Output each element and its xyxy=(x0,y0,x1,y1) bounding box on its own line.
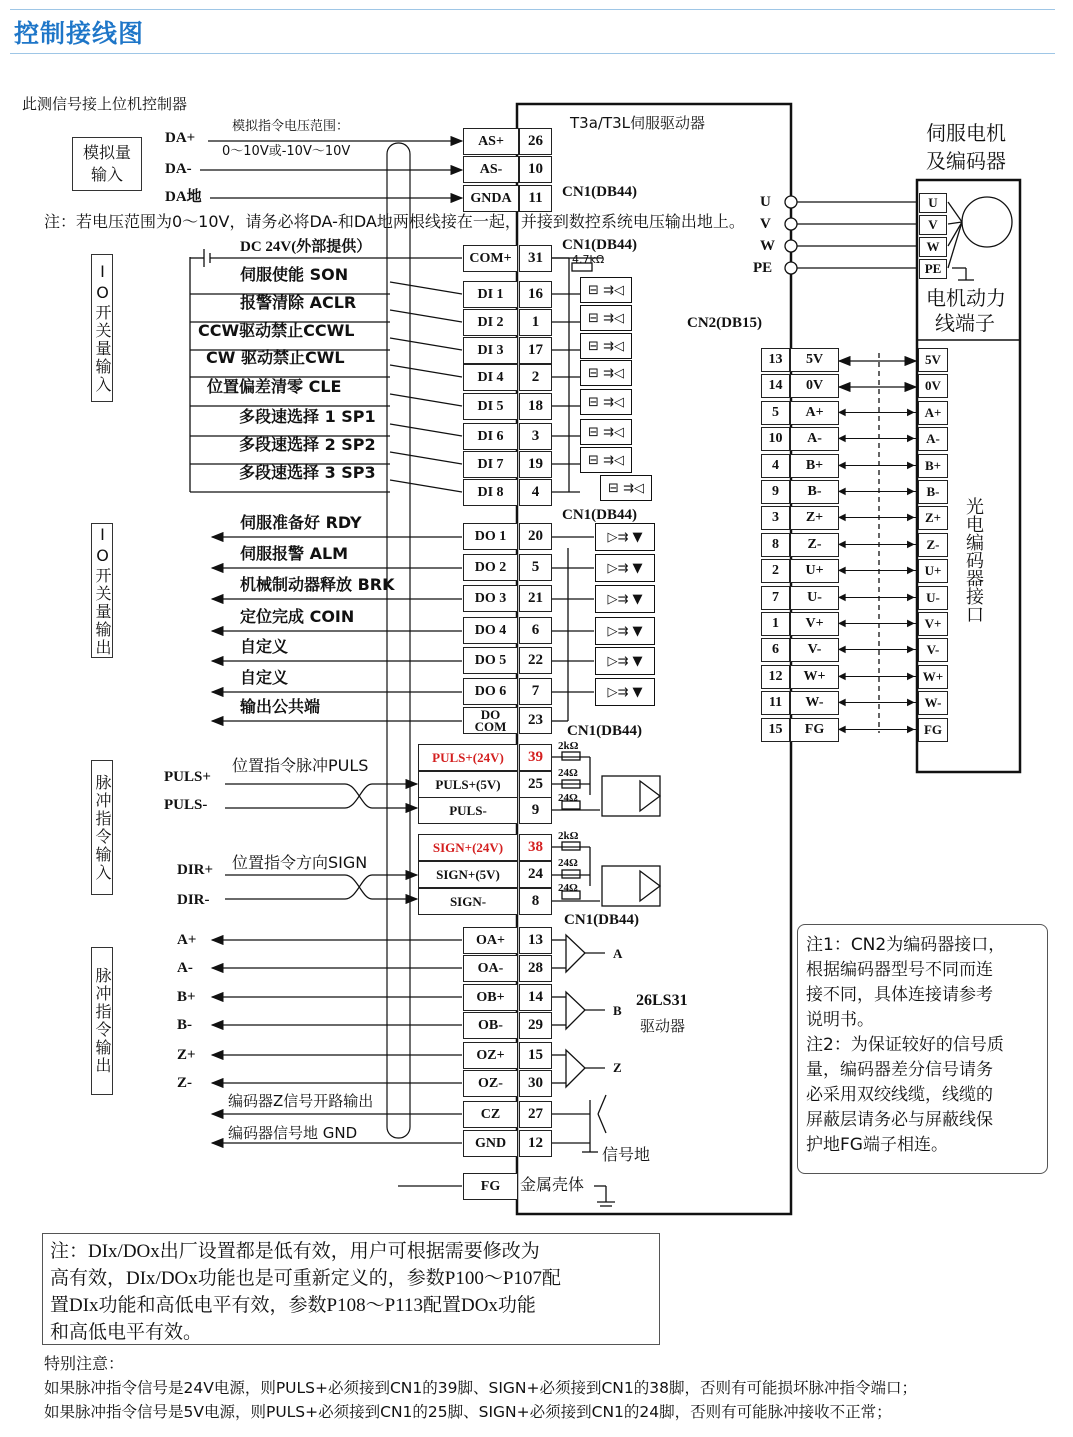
cn2-num-12: 12 xyxy=(761,665,790,689)
main-note-box xyxy=(42,1233,660,1345)
chip-name: 26LS31 xyxy=(636,992,688,1009)
do-pin-7: DO COM xyxy=(463,707,518,734)
di-label-8: 多段速选择 3 SP3 xyxy=(239,463,376,482)
do-num-3: 21 xyxy=(519,585,552,612)
cn2-wire-5 xyxy=(840,491,916,492)
cn2-num-5: 9 xyxy=(761,480,790,504)
cn2-arrow-l-6: ◀ xyxy=(838,512,846,523)
puls-desc: 位置指令脉冲PULS xyxy=(232,756,369,775)
sign-num-2: 8 xyxy=(519,888,552,915)
di-num-1: 16 xyxy=(519,281,552,308)
cn2-num-9: 7 xyxy=(761,586,790,610)
do-pin-2: DO 2 xyxy=(463,554,518,581)
sign-pin-1: SIGN+(5V) xyxy=(418,861,518,888)
cn2-num-2: 5 xyxy=(761,401,790,425)
di-num-2: 1 xyxy=(519,309,552,336)
io-out-connector: CN1(DB44) xyxy=(562,507,637,523)
pulse-out-signal-4: Z+ xyxy=(177,1047,196,1063)
pulse-in-group-label: 脉冲指令输入 xyxy=(91,760,113,895)
cn2-wire-13 xyxy=(840,702,916,703)
cn2-arrow-l-9: ◀ xyxy=(838,592,846,603)
special-title: 特别注意： xyxy=(44,1354,125,1373)
side-note-line-6: 必采用双绞线缆，线缆的 xyxy=(806,1085,993,1105)
cn2-num-0: 13 xyxy=(761,348,790,372)
drive-power-pin-w: W xyxy=(760,238,775,254)
cn2-wire-12 xyxy=(840,676,916,677)
analog-pin-num-0: 26 xyxy=(519,128,552,155)
drive-title: T3a/T3L伺服驱动器 xyxy=(570,114,706,132)
cn2-arrow-r-13: ▶ xyxy=(907,697,915,708)
do-pin-6: DO 6 xyxy=(463,678,518,705)
com-plus-num: 31 xyxy=(519,245,552,272)
pulse-out-pin-6: CZ xyxy=(463,1101,518,1128)
analog-da-plus: DA+ xyxy=(165,130,196,146)
cn2-wire-9 xyxy=(840,597,916,598)
main-note-line-0: 注：DIx/DOx出厂设置都是低有效，用户可根据需要修改为 xyxy=(50,1241,540,1262)
do-num-1: 20 xyxy=(519,523,552,550)
cn2-num-3: 10 xyxy=(761,427,790,451)
cn2-num-6: 3 xyxy=(761,506,790,530)
cn2-arrow-l-2: ◀ xyxy=(838,407,846,418)
cn2-connector: CN2(DB15) xyxy=(687,315,762,331)
di-num-3: 17 xyxy=(519,337,552,364)
cn2-arrow-r-5: ▶ xyxy=(907,486,915,497)
pulse-out-signal-3: B- xyxy=(177,1017,192,1033)
sign-num-0: 38 xyxy=(519,834,552,861)
cn2-arrow-l-7: ◀ xyxy=(838,539,846,550)
di-num-7: 19 xyxy=(519,451,552,478)
do-num-4: 6 xyxy=(519,617,552,644)
main-note-line-3: 和高低电平有效。 xyxy=(50,1322,203,1343)
cn2-arrow-l-3: ◀ xyxy=(838,433,846,444)
pulse-out-group-label: 脉冲指令输出 xyxy=(91,947,113,1095)
cn2-arrow-l-14: ◀ xyxy=(838,724,846,735)
cn2-arrow-r-7: ▶ xyxy=(907,539,915,550)
analog-da-gnd: DA地 xyxy=(165,189,202,205)
sign-desc: 位置指令方向SIGN xyxy=(232,853,368,872)
side-note-line-1: 根据编码器型号不同而连 xyxy=(806,960,993,980)
do-optocoupler-4: ▷⇉ ▼ xyxy=(595,617,655,645)
pulse-out-pin-4: OZ+ xyxy=(463,1042,518,1069)
pulse-out-num-7: 12 xyxy=(519,1130,552,1157)
encoder-pin-2: A+ xyxy=(918,401,948,425)
r24-puls-b: 24Ω xyxy=(558,792,578,804)
encoder-pin-14: FG xyxy=(918,718,948,742)
do-label-2: 伺服报警 ALM xyxy=(240,544,349,563)
motor-title-1: 伺服电机 xyxy=(926,121,1006,145)
pulse-out-pin-7: GND xyxy=(463,1130,518,1157)
cn2-wire-11 xyxy=(840,649,916,650)
di-num-4: 2 xyxy=(519,364,552,391)
pulse-out-num-5: 30 xyxy=(519,1070,552,1097)
analog-note: 注：若电压范围为0～10V，请务必将DA-和DA地两根线接在一起，并接到数控系统电压输出地上。 xyxy=(44,212,745,231)
io-in-resistor: 4.7kΩ xyxy=(572,253,605,266)
sign-pin-2: SIGN- xyxy=(418,888,518,915)
drive-power-pin-u: U xyxy=(760,194,771,210)
cn2-arrow-r-10: ▶ xyxy=(907,618,915,629)
puls-num-1: 25 xyxy=(519,771,552,798)
pulse-in-connector: CN1(DB44) xyxy=(567,723,642,739)
cn2-name-2: A+ xyxy=(790,401,839,425)
cn2-name-0: 5V xyxy=(790,348,839,372)
analog-pin-2: GNDA xyxy=(463,185,519,212)
cn2-num-4: 4 xyxy=(761,454,790,478)
cn2-name-1: 0V xyxy=(790,374,839,398)
di-label-1: 伺服使能 SON xyxy=(240,265,349,284)
io-in-group-label: IO开关量输入 xyxy=(91,254,113,402)
com-plus-pin: COM+ xyxy=(463,245,518,272)
motor-pin-u: U xyxy=(919,193,947,213)
r24-puls-a: 24Ω xyxy=(558,767,578,779)
cn2-arrow-l-13: ◀ xyxy=(838,697,846,708)
cn2-num-10: 1 xyxy=(761,612,790,636)
di-pin-1: DI 1 xyxy=(463,281,518,308)
encoder-pin-6: Z+ xyxy=(918,506,948,530)
di-label-4: CW 驱动禁止CWL xyxy=(206,348,345,367)
di-pin-5: DI 5 xyxy=(463,393,518,420)
di-optocoupler-7: ⊟ ⇉◁ xyxy=(580,447,632,473)
do-num-2: 5 xyxy=(519,554,552,581)
pulse-out-num-1: 28 xyxy=(519,955,552,982)
pulse-out-pin-8: FG xyxy=(463,1173,518,1200)
motor-power-label-2: 线端子 xyxy=(935,311,995,335)
cn2-arrow-r-11: ▶ xyxy=(907,644,915,655)
r24-sign-a: 24Ω xyxy=(558,857,578,869)
motor-pin-pe: PE xyxy=(919,259,947,279)
channel-a-letter: A xyxy=(613,946,623,961)
analog-pin-1: AS- xyxy=(463,156,519,183)
io-out-group-label: IO开关量输出 xyxy=(93,524,112,657)
do-label-5: 自定义 xyxy=(240,637,289,656)
do-optocoupler-5: ▷⇉ ▼ xyxy=(595,647,655,675)
r24-sign-b: 24Ω xyxy=(558,882,578,894)
cn2-arrow-l-12: ◀ xyxy=(838,671,846,682)
drive-power-pin-v: V xyxy=(760,216,771,232)
do-num-5: 22 xyxy=(519,647,552,674)
encoder-pin-9: U- xyxy=(918,586,948,610)
di-pin-4: DI 4 xyxy=(463,364,518,391)
cn2-num-1: 14 xyxy=(761,374,790,398)
puls-num-2: 9 xyxy=(519,797,552,824)
analog-range-2: 0～10V或-10V～10V xyxy=(222,144,351,159)
cn2-arrow-l-8: ◀ xyxy=(838,565,846,576)
di-optocoupler-8: ⊟ ⇉◁ xyxy=(600,475,652,501)
di-pin-3: DI 3 xyxy=(463,337,518,364)
signal-ground-label: 信号地 xyxy=(602,1145,651,1164)
encoder-pin-5: B- xyxy=(918,480,948,504)
sign-num-1: 24 xyxy=(519,861,552,888)
cn2-arrow-r-2: ▶ xyxy=(907,407,915,418)
puls-pin-0: PULS+(24V) xyxy=(418,744,518,771)
encoder-port-label: 光电编码器接口 xyxy=(963,497,984,623)
do-pin-4: DO 4 xyxy=(463,617,518,644)
di-label-6: 多段速选择 1 SP1 xyxy=(239,407,376,426)
analog-da-minus: DA- xyxy=(165,161,192,177)
encoder-pin-4: B+ xyxy=(918,454,948,478)
motor-pin-v: V xyxy=(919,215,947,235)
page-title: 控制接线图 xyxy=(14,19,145,48)
di-num-6: 3 xyxy=(519,423,552,450)
side-note-line-8: 护地FG端子相连。 xyxy=(806,1135,948,1155)
cn2-wire-10 xyxy=(840,623,916,624)
do-label-4: 定位完成 COIN xyxy=(240,607,355,626)
cn2-name-9: U- xyxy=(790,586,839,610)
cn2-arrow-r-3: ▶ xyxy=(907,433,915,444)
special-line-2: 如果脉冲指令信号是5V电源，则PULS+必须接到CN1的25脚、SIGN+必须接到CN1的24脚，否则有可能脉冲接收不正常； xyxy=(44,1403,892,1421)
cn2-name-8: U+ xyxy=(790,559,839,583)
do-label-3: 机械制动器释放 BRK xyxy=(240,575,395,594)
pulse-out-num-2: 14 xyxy=(519,984,552,1011)
pulse-out-pin-5: OZ- xyxy=(463,1070,518,1097)
cn2-name-5: B- xyxy=(790,480,839,504)
cn2-arrow-r-8: ▶ xyxy=(907,565,915,576)
pulse-out-num-4: 15 xyxy=(519,1042,552,1069)
di-label-3: CCW驱动禁止CCWL xyxy=(198,321,355,340)
di-optocoupler-3: ⊟ ⇉◁ xyxy=(580,333,632,359)
do-label-1: 伺服准备好 RDY xyxy=(240,513,362,532)
di-optocoupler-5: ⊟ ⇉◁ xyxy=(580,389,632,415)
do-pin-5: DO 5 xyxy=(463,647,518,674)
encoder-pin-0: 5V xyxy=(918,348,948,372)
cn2-num-8: 2 xyxy=(761,559,790,583)
cn2-wire-4 xyxy=(840,465,916,466)
puls-plus-label: PULS+ xyxy=(164,769,211,785)
pulse-out-num-6: 27 xyxy=(519,1101,552,1128)
analog-pin-0: AS+ xyxy=(463,128,519,155)
encoder-pin-11: V- xyxy=(918,638,948,662)
cn2-arrow-l-11: ◀ xyxy=(838,644,846,655)
special-line-1: 如果脉冲指令信号是24V电源，则PULS+必须接到CN1的39脚、SIGN+必须接到CN1的38脚，否则有可能损坏脉冲指令端口； xyxy=(44,1379,917,1397)
do-optocoupler-3: ▷⇉ ▼ xyxy=(595,585,655,613)
cn2-wire-14 xyxy=(840,729,916,730)
cn2-name-7: Z- xyxy=(790,533,839,557)
sign-pin-0: SIGN+(24V) xyxy=(418,834,518,861)
encoder-pin-1: 0V xyxy=(918,374,948,398)
main-note-line-2: 置DIx功能和高低电平有效，参数P108～P113配置DOx功能 xyxy=(50,1295,536,1316)
cn2-wire-6 xyxy=(840,517,916,518)
encoder-pin-7: Z- xyxy=(918,533,948,557)
cn2-arrow-r-12: ▶ xyxy=(907,671,915,682)
analog-pin-num-2: 11 xyxy=(519,185,552,212)
cn2-arrow-l-4: ◀ xyxy=(838,460,846,471)
side-note-line-7: 屏蔽层请务必与屏蔽线保 xyxy=(806,1110,993,1130)
motor-pin-w: W xyxy=(919,237,947,257)
do-label-7: 输出公共端 xyxy=(240,697,321,716)
cn2-num-7: 8 xyxy=(761,533,790,557)
motor-power-label-1: 电机动力 xyxy=(926,286,1006,310)
do-pin-1: DO 1 xyxy=(463,523,518,550)
encoder-pin-3: A- xyxy=(918,427,948,451)
di-optocoupler-6: ⊟ ⇉◁ xyxy=(580,419,632,445)
cn2-num-13: 11 xyxy=(761,691,790,715)
cn2-name-14: FG xyxy=(790,718,839,742)
cn2-arrow-r-14: ▶ xyxy=(907,724,915,735)
channel-z-letter: Z xyxy=(613,1060,622,1075)
pulse-out-num-3: 29 xyxy=(519,1012,552,1039)
r2k-sign: 2kΩ xyxy=(558,830,579,842)
di-pin-2: DI 2 xyxy=(463,309,518,336)
cn2-arrow-r-4: ▶ xyxy=(907,460,915,471)
side-note-line-5: 量，编码器差分信号请务 xyxy=(806,1060,993,1080)
cn2-num-11: 6 xyxy=(761,638,790,662)
cn2-name-4: B+ xyxy=(790,454,839,478)
analog-group-label: 模拟量输入 xyxy=(72,137,142,191)
di-pin-6: DI 6 xyxy=(463,423,518,450)
pulse-out-pin-0: OA+ xyxy=(463,927,518,954)
side-note-line-3: 说明书。 xyxy=(806,1010,874,1030)
side-note-line-4: 注2：为保证较好的信号质 xyxy=(806,1035,1004,1055)
puls-pin-2: PULS- xyxy=(418,797,518,824)
dir-minus-label: DIR- xyxy=(177,892,210,908)
channel-b-letter: B xyxy=(613,1003,622,1018)
cn2-wire-8 xyxy=(840,570,916,571)
puls-num-0: 39 xyxy=(519,744,552,771)
do-optocoupler-2: ▷⇉ ▼ xyxy=(595,554,655,582)
pulse-out-pin-2: OB+ xyxy=(463,984,518,1011)
analog-connector: CN1(DB44) xyxy=(562,184,637,200)
pulse-out-signal-1: A- xyxy=(177,960,193,976)
pulse-out-signal-2: B+ xyxy=(177,989,196,1005)
monitor-text: 此测信号接上位机控制器 xyxy=(22,95,188,113)
cn2-arrow-r-9: ▶ xyxy=(907,592,915,603)
encoder-pin-12: W+ xyxy=(918,665,948,689)
side-note-line-0: 注1：CN2为编码器接口， xyxy=(806,935,1006,955)
di-optocoupler-4: ⊟ ⇉◁ xyxy=(580,360,632,386)
cn2-name-12: W+ xyxy=(790,665,839,689)
chip-sub: 驱动器 xyxy=(640,1017,686,1035)
side-note-box xyxy=(797,924,1048,1174)
do-optocoupler-6: ▷⇉ ▼ xyxy=(595,678,655,706)
cn2-wire-3 xyxy=(840,438,916,439)
di-num-8: 4 xyxy=(519,479,552,506)
di-optocoupler-2: ⊟ ⇉◁ xyxy=(580,305,632,331)
cn2-name-10: V+ xyxy=(790,612,839,636)
di-optocoupler-1: ⊟ ⇉◁ xyxy=(580,277,632,303)
pulse-out-signal-5: Z- xyxy=(177,1075,192,1091)
drive-power-pin-pe: PE xyxy=(753,260,773,276)
analog-range-1: 模拟指令电压范围： xyxy=(232,119,350,134)
side-note-line-2: 接不同，具体连接请参考 xyxy=(806,985,993,1005)
dc24v-label: DC 24V(外部提供） xyxy=(240,239,372,255)
pulse-out-num-0: 13 xyxy=(519,927,552,954)
cn2-arrow-l-5: ◀ xyxy=(838,486,846,497)
main-note-line-1: 高有效，DIx/DOx功能也是可重新定义的，参数P100～P107配 xyxy=(50,1268,561,1289)
r2k-puls: 2kΩ xyxy=(558,740,579,752)
cn2-name-13: W- xyxy=(790,691,839,715)
gnd-label: 编码器信号地 GND xyxy=(228,1124,358,1142)
cn2-wire-2 xyxy=(840,412,916,413)
di-label-5: 位置偏差清零 CLE xyxy=(207,377,342,396)
cn2-wire-7 xyxy=(840,544,916,545)
di-pin-8: DI 8 xyxy=(463,479,518,506)
puls-minus-label: PULS- xyxy=(164,797,208,813)
io-in-connector: CN1(DB44) xyxy=(562,237,637,253)
pulse-out-pin-1: OA- xyxy=(463,955,518,982)
do-num-7: 23 xyxy=(519,707,552,734)
cn2-name-11: V- xyxy=(790,638,839,662)
do-pin-3: DO 3 xyxy=(463,585,518,612)
pulse-out-pin-3: OB- xyxy=(463,1012,518,1039)
analog-pin-num-1: 10 xyxy=(519,156,552,183)
cn2-name-6: Z+ xyxy=(790,506,839,530)
di-num-5: 18 xyxy=(519,393,552,420)
dir-plus-label: DIR+ xyxy=(177,862,214,878)
cn2-arrow-l-10: ◀ xyxy=(838,618,846,629)
di-label-7: 多段速选择 2 SP2 xyxy=(239,435,376,454)
metal-shell-label: 金属壳体 xyxy=(520,1175,585,1194)
do-label-6: 自定义 xyxy=(240,668,289,687)
encoder-pin-8: U+ xyxy=(918,559,948,583)
z-open-label: 编码器Z信号开路输出 xyxy=(228,1092,374,1110)
pulse-out-connector: CN1(DB44) xyxy=(564,912,639,928)
puls-pin-1: PULS+(5V) xyxy=(418,771,518,798)
encoder-pin-10: V+ xyxy=(918,612,948,636)
di-label-2: 报警清除 ACLR xyxy=(240,293,357,312)
cn2-num-14: 15 xyxy=(761,718,790,742)
cn2-name-3: A- xyxy=(790,427,839,451)
cn2-arrow-r-6: ▶ xyxy=(907,512,915,523)
encoder-pin-13: W- xyxy=(918,691,948,715)
do-num-6: 7 xyxy=(519,678,552,705)
pulse-out-signal-0: A+ xyxy=(177,932,197,948)
di-pin-7: DI 7 xyxy=(463,451,518,478)
motor-title-2: 及编码器 xyxy=(926,149,1006,173)
do-optocoupler-1: ▷⇉ ▼ xyxy=(595,523,655,551)
